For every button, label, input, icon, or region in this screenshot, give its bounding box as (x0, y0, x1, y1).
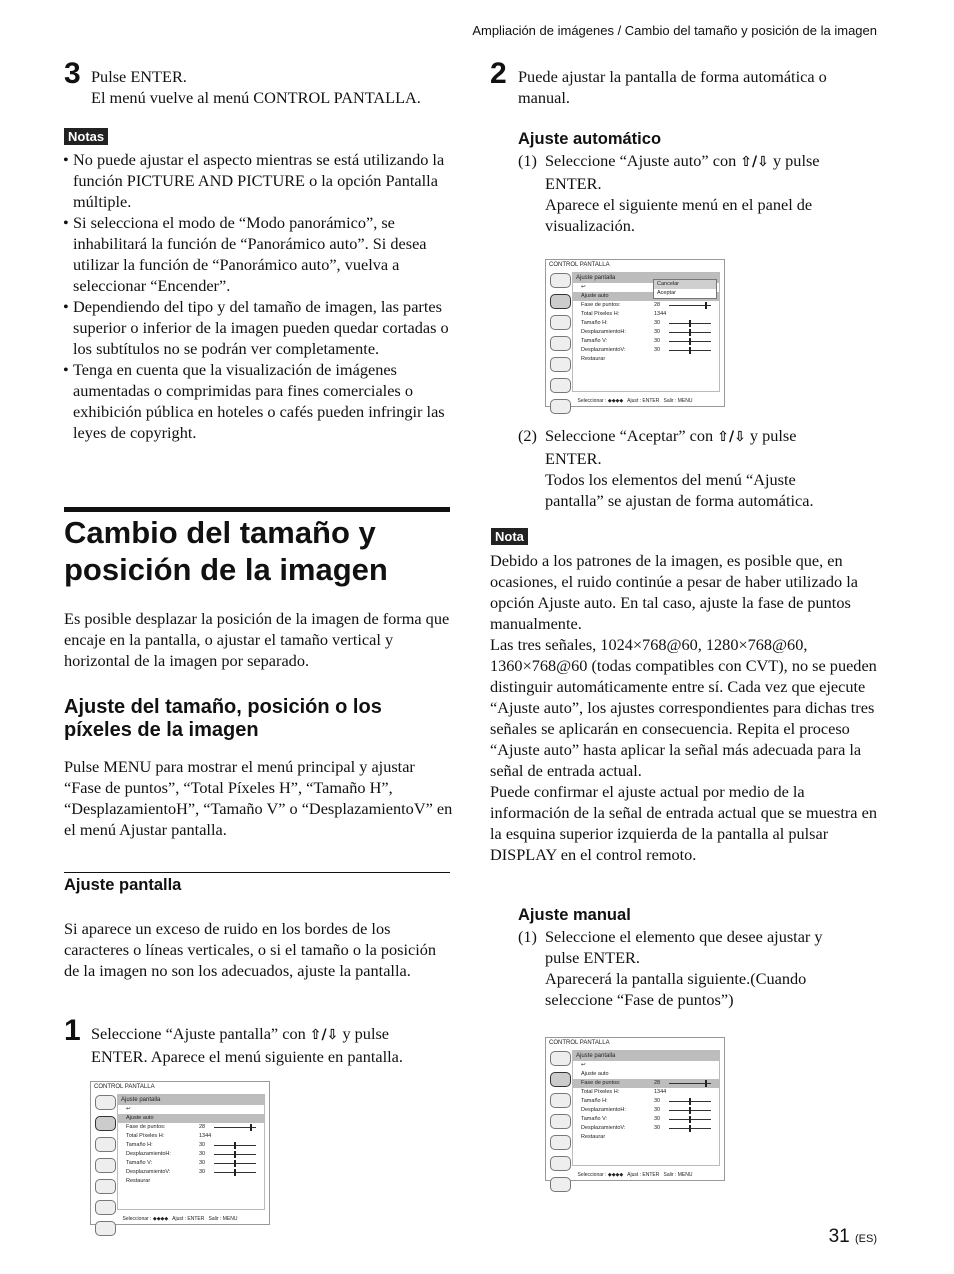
menu-item[interactable] (573, 1070, 719, 1079)
step-3-number: 3 (64, 57, 81, 90)
back-icon[interactable]: ↩ (126, 1106, 131, 1112)
auto-step-1: (1) Seleccione “Ajuste auto” con ⇧/⇩ y pulse ENTER. Aparece el siguiente menú en el panel de visualización. (518, 151, 820, 235)
auto-heading: Ajuste automático (518, 130, 662, 148)
menu-item-value: 28 (654, 302, 661, 308)
menu-item-value: 30 (199, 1169, 206, 1175)
menu-item-value: 30 (654, 1116, 661, 1122)
menu-item-label: DesplazamientoV: (581, 347, 626, 353)
menu-screenshot-2 (545, 259, 725, 407)
info-icon (95, 1221, 116, 1236)
menu-footer: Seleccionar : ◆◆◆◆ Ajust : ENTER Salir : MENU (122, 1216, 238, 1222)
menu-item[interactable] (573, 1124, 719, 1133)
menu-screenshot-1 (90, 1081, 270, 1225)
slider-track[interactable] (214, 1163, 256, 1164)
menu-item-label: Restaurar (581, 356, 606, 362)
menu-screenshot-3 (545, 1037, 725, 1181)
slider-track[interactable] (214, 1145, 256, 1146)
slider-knob[interactable] (689, 1125, 691, 1132)
note-item: • Dependiendo del tipo y del tamaño de imagen, las partes superior o inferior de la imagen pueden quedar cortadas o los subtítulos no se podrán ver completamente. (63, 296, 453, 359)
menu-item[interactable] (573, 301, 719, 310)
slider-knob[interactable] (689, 329, 691, 336)
section-title (64, 514, 454, 588)
menu-panel-title: Ajuste pantalla (573, 1051, 719, 1061)
menu-item-label: Ajuste auto (126, 1115, 154, 1121)
picture-icon (95, 1095, 116, 1110)
section-title-line1: Cambio del tamaño y (64, 515, 376, 550)
confirm-popup (653, 279, 717, 299)
step-2-text: Puede ajustar la pantalla de forma automática o manual. (518, 67, 827, 107)
menu-item-value: 1344 (654, 1089, 667, 1095)
notes-badge: Notas (64, 128, 108, 145)
subsection-title-line2: píxeles de la imagen (64, 719, 259, 741)
menu-item-value: 30 (199, 1151, 206, 1157)
menu-item[interactable] (573, 319, 719, 328)
step-1-number: 1 (64, 1014, 81, 1047)
menu-item-label: Ajuste auto (581, 1071, 609, 1077)
menu-item[interactable] (118, 1123, 264, 1132)
menu-item-label: DesplazamientoV: (581, 1125, 626, 1131)
sound-icon (95, 1137, 116, 1152)
info-icon (550, 1177, 571, 1192)
step-3-line2: El menú vuelve al menú CONTROL PANTALLA. (91, 88, 421, 107)
menu-item[interactable] (118, 1114, 264, 1123)
running-head: Ampliación de imágenes / Cambio del tamaño y posición de la imagen (472, 23, 877, 38)
picture-icon (550, 273, 571, 288)
slider-track[interactable] (669, 1110, 711, 1111)
menu-footer: Seleccionar : ◆◆◆◆ Ajust : ENTER Salir : MENU (577, 1172, 693, 1178)
slider-track[interactable] (669, 1083, 711, 1084)
popup-option-accept[interactable]: Aceptar (657, 290, 676, 296)
slider-knob[interactable] (689, 1107, 691, 1114)
menu-item-label: Fase de puntos: (126, 1124, 166, 1130)
step-1-text: Seleccione “Ajuste pantalla” con ⇧/⇩ y pulse ENTER. Aparece el menú siguiente en pantalla. (91, 1024, 403, 1066)
back-icon[interactable]: ↩ (581, 284, 586, 290)
menu-item[interactable] (573, 310, 719, 319)
menu-item[interactable] (118, 1159, 264, 1168)
menu-item[interactable] (573, 337, 719, 346)
menu-item[interactable] (573, 1088, 719, 1097)
step-3-text (91, 66, 461, 108)
menu-item-label: Fase de puntos: (581, 302, 621, 308)
menu-item-value: 30 (654, 1125, 661, 1131)
slider-knob[interactable] (689, 347, 691, 354)
timer-icon (95, 1200, 116, 1215)
manual-heading: Ajuste manual (518, 906, 631, 924)
menu-item[interactable] (118, 1150, 264, 1159)
menu-title: CONTROL PANTALLA (549, 262, 610, 268)
menu-item[interactable] (573, 1097, 719, 1106)
menu-item-value: 30 (199, 1142, 206, 1148)
manual-step-1: (1) Seleccione el elemento que desee ajustar y pulse ENTER. Aparecerá la pantalla siguiente.(Cuando seleccione “Fase de puntos”) (518, 927, 823, 1009)
screen-icon (550, 294, 571, 309)
section-rule (64, 507, 450, 512)
menu-item-label: Tamaño V: (581, 338, 608, 344)
slider-knob[interactable] (689, 1098, 691, 1105)
menu-item-label: DesplazamientoH: (581, 1107, 626, 1113)
menu-panel-title: Ajuste pantalla (118, 1095, 264, 1105)
step-2-number: 2 (490, 57, 507, 90)
slider-knob[interactable] (234, 1160, 236, 1167)
subsection-title (64, 696, 454, 742)
menu-item-label: Restaurar (126, 1178, 151, 1184)
menu-item-label: Tamaño V: (581, 1116, 608, 1122)
subsection-text: Pulse MENU para mostrar el menú principal y ajustar “Fase de puntos”, “Total Píxeles H”, “Tamaño H”, “DesplazamientoH”, “Tamaño V” o “DesplazamientoV” en el menú Ajustar pantalla. (64, 757, 453, 839)
setup-icon (550, 336, 571, 351)
menu-item-label: Total Píxeles H: (581, 1089, 620, 1095)
subsubsection-title: Ajuste pantalla (64, 876, 182, 894)
menu-item-value: 30 (654, 329, 661, 335)
back-icon[interactable]: ↩ (581, 1062, 586, 1068)
slider-track[interactable] (669, 305, 711, 306)
slider-track[interactable] (669, 332, 711, 333)
menu-item-value: 30 (654, 1107, 661, 1113)
menu-item-label: Tamaño H: (126, 1142, 153, 1148)
menu-item-value: 30 (654, 347, 661, 353)
section-title-line2: posición de la imagen (64, 552, 388, 587)
menu-item-label: Total Píxeles H: (126, 1133, 165, 1139)
menu-item-value: 28 (654, 1080, 661, 1086)
screen-icon (550, 1072, 571, 1087)
menu-item[interactable] (118, 1132, 264, 1141)
page-number: 31 (ES) (828, 1226, 877, 1247)
slider-track[interactable] (214, 1127, 256, 1128)
menu-item[interactable] (118, 1141, 264, 1150)
popup-option-cancel[interactable]: Cancelar (654, 280, 716, 289)
menu-item-value: 1344 (654, 311, 667, 317)
setup-icon (550, 1114, 571, 1129)
picture-icon (550, 1051, 571, 1066)
menu-item-label: Total Píxeles H: (581, 311, 620, 317)
options-icon (550, 357, 571, 372)
slider-track[interactable] (669, 1128, 711, 1129)
menu-item[interactable] (573, 328, 719, 337)
slider-knob[interactable] (705, 1080, 707, 1087)
slider-track[interactable] (669, 323, 711, 324)
sound-icon (550, 1093, 571, 1108)
menu-item-label: Restaurar (581, 1134, 606, 1140)
auto-step-2: (2) Seleccione “Aceptar” con ⇧/⇩ y pulse ENTER. Todos los elementos del menú “Ajuste pantalla” se ajustan de forma automática. (518, 426, 814, 510)
menu-item-value: 1344 (199, 1133, 212, 1139)
menu-item-value: 30 (654, 1098, 661, 1104)
slider-knob[interactable] (705, 302, 707, 309)
subsubsection-text: Si aparece un exceso de ruido en los bordes de los caracteres o líneas verticales, o si el tamaño o la posición de la imagen no son los adecuados, ajuste la pantalla. (64, 919, 437, 980)
slider-knob[interactable] (689, 1116, 691, 1123)
note-item: • No puede ajustar el aspecto mientras se está utilizando la función PICTURE AND PICTURE o la opción Pantalla múltiple. (63, 149, 453, 212)
menu-footer: Seleccionar : ◆◆◆◆ Ajust : ENTER Salir : MENU (577, 398, 693, 404)
slider-knob[interactable] (250, 1124, 252, 1131)
menu-item[interactable] (573, 1106, 719, 1115)
screen-icon (95, 1116, 116, 1131)
menu-item-value: 30 (654, 338, 661, 344)
slider-knob[interactable] (234, 1142, 236, 1149)
menu-item-value: 28 (199, 1124, 206, 1130)
menu-item-label: DesplazamientoH: (126, 1151, 171, 1157)
menu-item-label: DesplazamientoV: (126, 1169, 171, 1175)
slider-knob[interactable] (689, 338, 691, 345)
menu-item[interactable] (118, 1177, 264, 1186)
nota-badge: Nota (491, 528, 528, 545)
slider-track[interactable] (669, 341, 711, 342)
slider-knob[interactable] (234, 1151, 236, 1158)
menu-panel (117, 1094, 265, 1210)
slider-track[interactable] (214, 1172, 256, 1173)
note-item: • Tenga en cuenta que la visualización de imágenes aumentadas o comprimidas para fines comerciales o exhibición pública en hoteles o cafés pueden infringir las leyes de copyright. (63, 359, 453, 443)
options-icon (550, 1135, 571, 1150)
slider-track[interactable] (214, 1154, 256, 1155)
menu-item[interactable] (573, 1115, 719, 1124)
slider-track[interactable] (669, 1119, 711, 1120)
note-item: • Si selecciona el modo de “Modo panorámico”, se inhabilitará la función de “Panorámico auto”. Si desea utilizar la función de “Panorámico auto”, vuelva a seleccionar “Encender”. (63, 212, 453, 296)
menu-panel-title: Ajuste pantalla (573, 273, 719, 283)
slider-track[interactable] (669, 1101, 711, 1102)
menu-panel (572, 1050, 720, 1166)
menu-item-value: 30 (199, 1160, 206, 1166)
slider-knob[interactable] (689, 320, 691, 327)
slider-track[interactable] (669, 350, 711, 351)
menu-item-label: Ajuste auto (581, 293, 609, 299)
slider-knob[interactable] (234, 1169, 236, 1176)
menu-item[interactable] (573, 1079, 719, 1088)
menu-item-label: Tamaño V: (126, 1160, 153, 1166)
menu-item[interactable] (118, 1168, 264, 1177)
notes-list (63, 149, 453, 443)
menu-item[interactable] (573, 355, 719, 364)
timer-icon (550, 378, 571, 393)
options-icon (95, 1179, 116, 1194)
timer-icon (550, 1156, 571, 1171)
menu-item-label: Tamaño H: (581, 320, 608, 326)
up-down-arrow-icon: ⇧/⇩ (740, 154, 769, 170)
sound-icon (550, 315, 571, 330)
step-3-line1: Pulse ENTER. (91, 67, 187, 86)
menu-title: CONTROL PANTALLA (94, 1084, 155, 1090)
subsection-title-line1: Ajuste del tamaño, posición o los (64, 696, 382, 718)
menu-title: CONTROL PANTALLA (549, 1040, 610, 1046)
menu-item-value: 30 (654, 320, 661, 326)
subsubsection-rule (64, 872, 450, 873)
up-down-arrow-icon: ⇧/⇩ (717, 429, 746, 445)
setup-icon (95, 1158, 116, 1173)
nota-text: Debido a los patrones de la imagen, es posible que, en ocasiones, el ruido continúe a pesar de haber utilizado la opción Ajuste auto. En tal caso, ajuste la fase de puntos manualmente. Las tres señales, 1024×768@60, 1280×768@60, 1360×768@60 (todas compatibles con CVT), no se pueden distinguir automáticamente entre sí. Cada vez que ejecute “Ajuste auto”, los ajustes correspondientes para dichas tres señales se aplicarán en consecuencia. Repita el proceso “Ajuste auto” hasta aplicar la señal más adecuada para la señal de entrada actual. Puede confirmar el ajuste actual por medio de la información de la señal de entrada actual que se muestra en la esquina superior izquierda de la pantalla al pulsar DISPLAY en el control remoto. (490, 551, 877, 864)
section-intro: Es posible desplazar la posición de la imagen de forma que encaje en la pantalla, o ajustar el tamaño vertical y horizontal de la imagen por separado. (64, 609, 450, 670)
menu-item[interactable] (573, 1133, 719, 1142)
menu-item-label: Tamaño H: (581, 1098, 608, 1104)
up-down-arrow-icon: ⇧/⇩ (309, 1027, 339, 1043)
menu-item-label: Fase de puntos: (581, 1080, 621, 1086)
menu-item[interactable] (573, 346, 719, 355)
menu-item-label: DesplazamientoH: (581, 329, 626, 335)
